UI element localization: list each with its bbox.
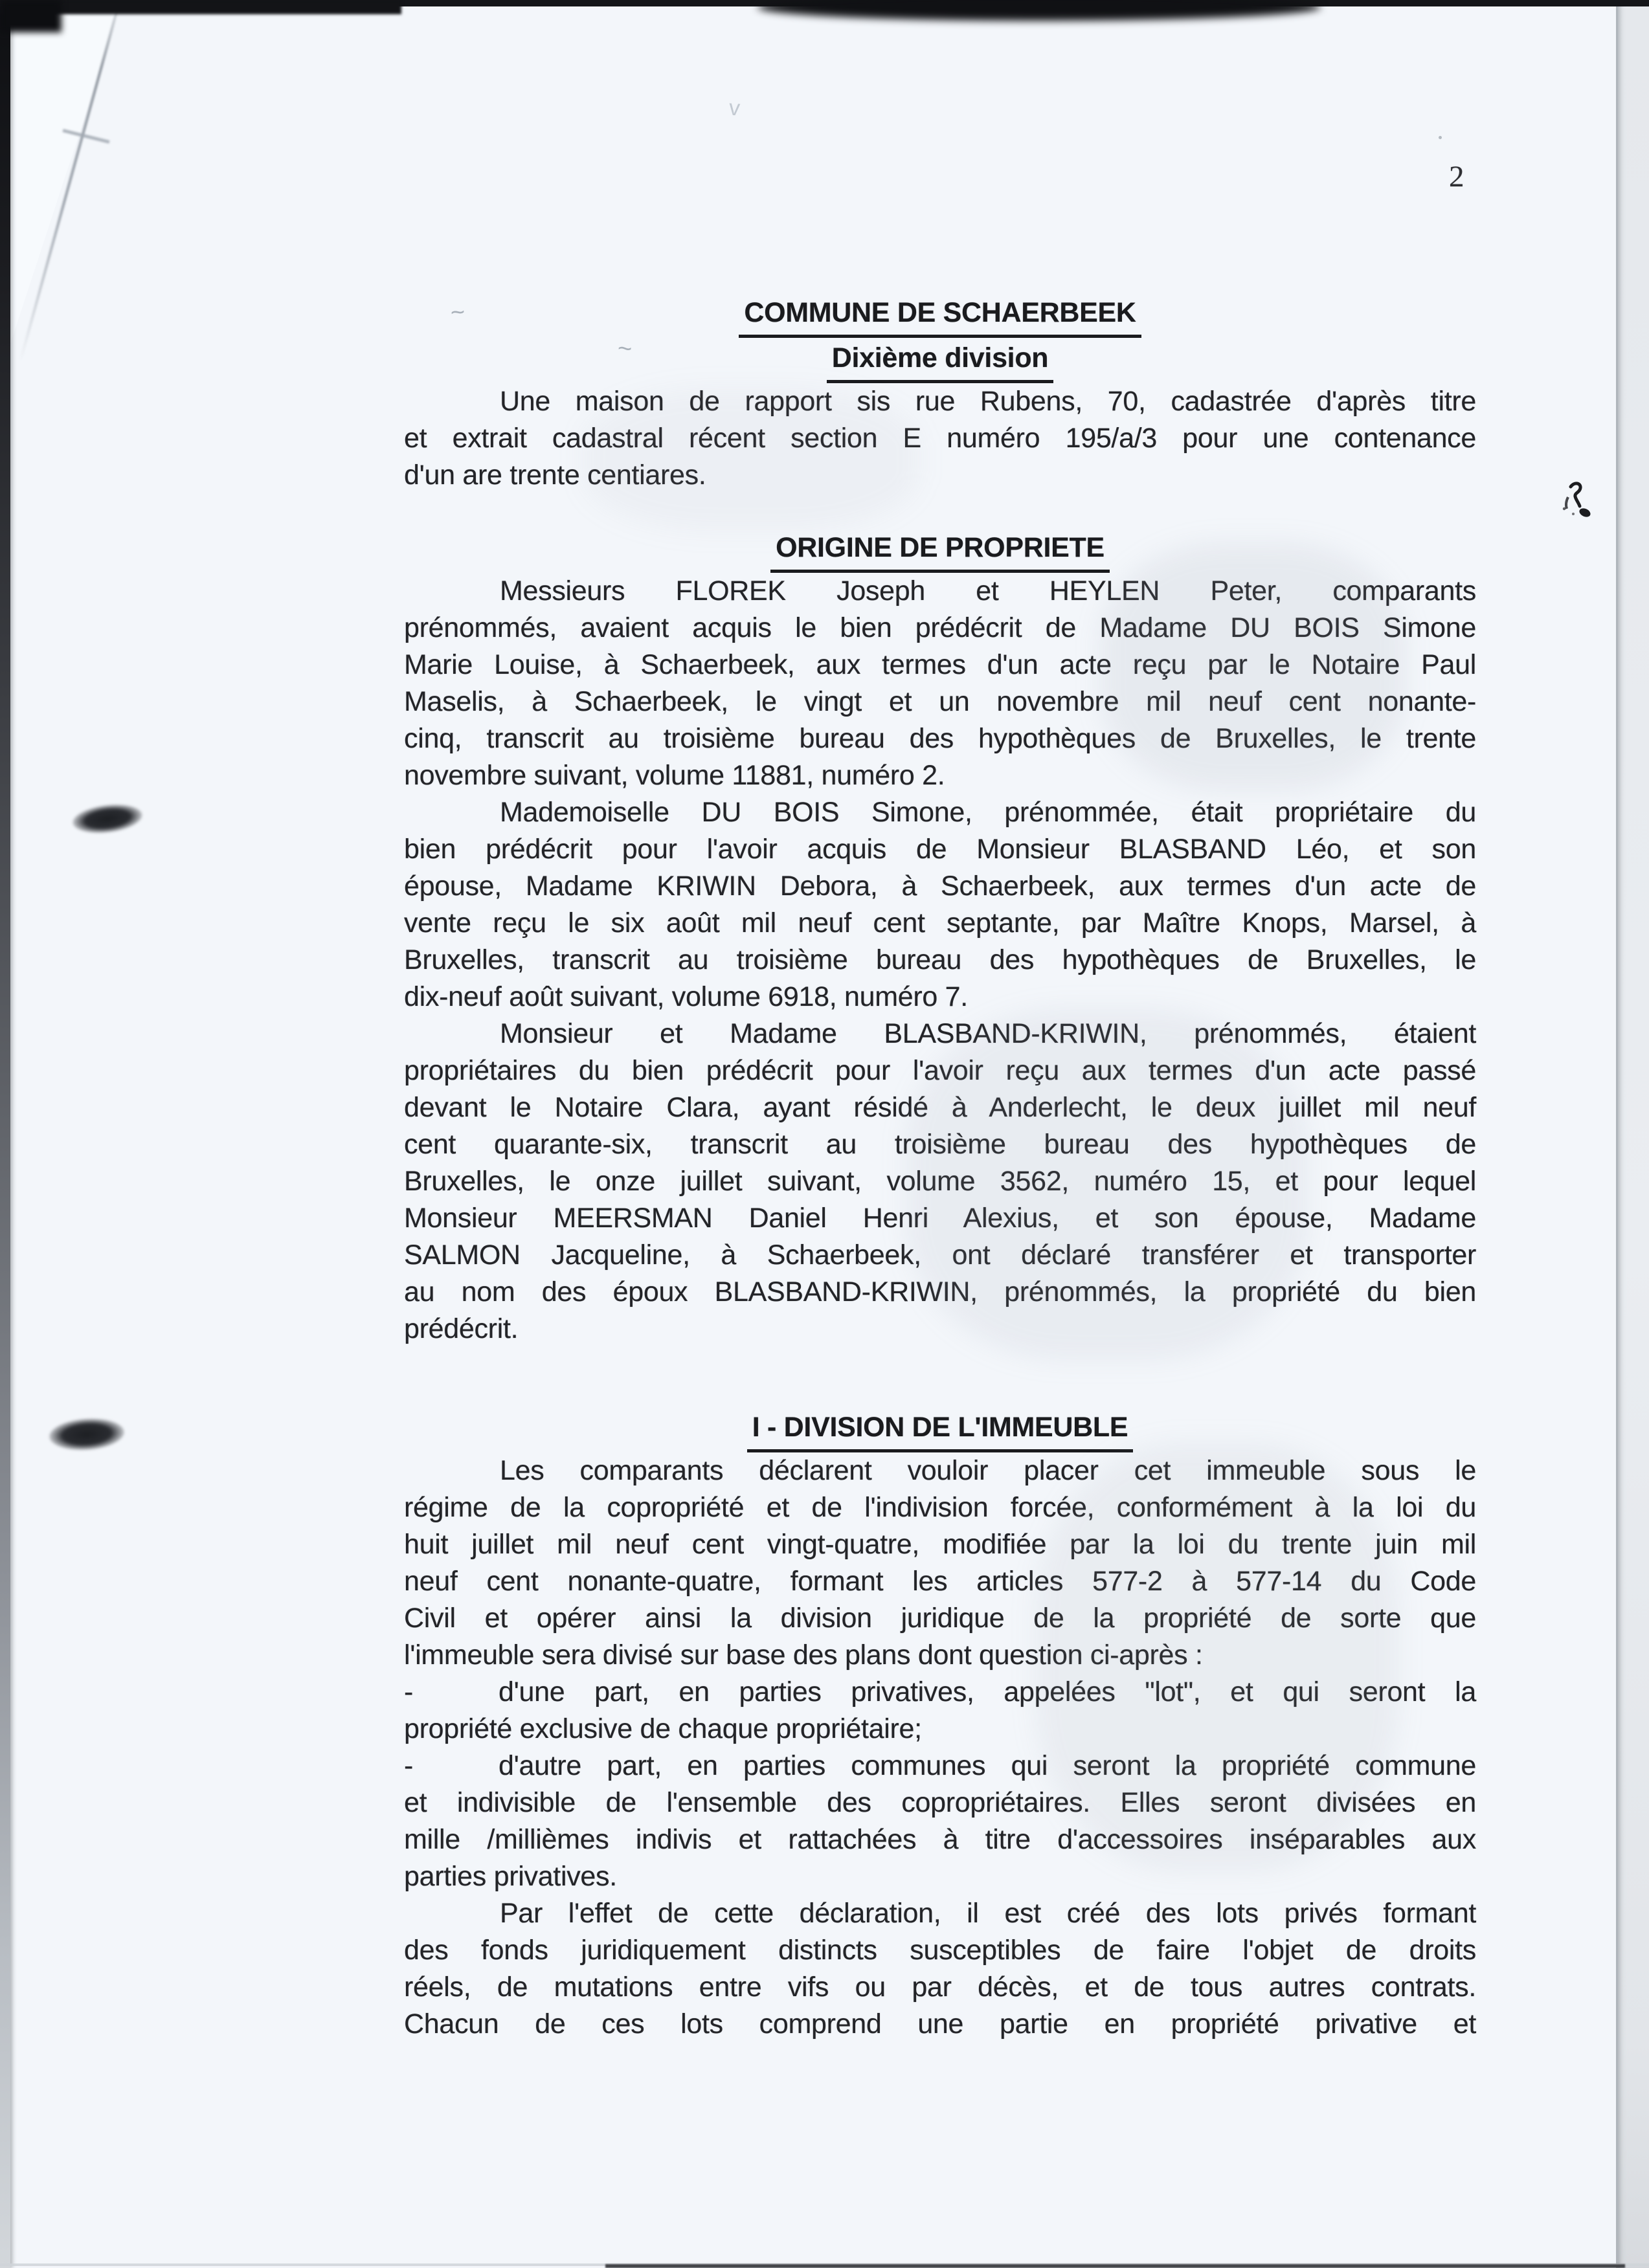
p-florek-heylen	[404, 573, 1476, 794]
p-blasband-kriwin	[404, 1016, 1476, 1348]
text-line: mille /millièmes indivis et rattachées à titre d'accessoires inséparables aux	[404, 1824, 1476, 1855]
list-item-text: d'une part, en parties privatives, appelées "lot", et qui seront la	[499, 1676, 1476, 1707]
p-maison	[404, 383, 1476, 494]
text-line: parties privatives.	[404, 1861, 617, 1892]
text-line: novembre suivant, volume 11881, numéro 2.	[404, 760, 945, 791]
scan-bottom-edge	[0, 2263, 1649, 2266]
smudge-mark: ~	[449, 298, 467, 328]
h-origine	[404, 528, 1476, 573]
text-line: Messieurs FLOREK Joseph et HEYLEN Peter, comparants	[500, 575, 1476, 606]
text-line: Monsieur MEERSMAN Daniel Henri Alexius, et son épouse, Madame	[404, 1203, 1476, 1234]
text-line: et extrait cadastral récent section E numéro 195/a/3 pour une contenance	[404, 423, 1476, 454]
text-line: d'un are trente centiares.	[404, 460, 706, 491]
text-line: Par l'effet de cette déclaration, il est créé des lots privés formant	[500, 1898, 1476, 1929]
text-line: vente reçu le six août mil neuf cent septante, par Maître Knops, Marsel, à	[404, 907, 1476, 939]
text-line: huit juillet mil neuf cent vingt-quatre, modifiée par la loi du trente juin mil	[404, 1529, 1476, 1560]
scan-bottom-shadow	[605, 2264, 1625, 2268]
document-content	[404, 293, 1476, 2043]
p-lots-prives	[404, 1895, 1476, 2043]
text-line: SALMON Jacqueline, à Schaerbeek, ont déclaré transférer et transporter	[404, 1240, 1476, 1271]
h-commune-label: COMMUNE DE SCHAERBEEK	[739, 293, 1141, 338]
scan-left-edge	[0, 0, 10, 2268]
text-line: Chacun de ces lots comprend une partie en propriété privative et	[404, 2008, 1476, 2040]
list-item-text: d'autre part, en parties communes qui seront la propriété commune	[499, 1750, 1476, 1781]
text-line: propriétaires du bien prédécrit pour l'avoir reçu aux termes d'un acte passé	[404, 1055, 1476, 1086]
text-line: Mademoiselle DU BOIS Simone, prénommée, était propriétaire du	[500, 797, 1476, 828]
hole-punch-top	[71, 801, 144, 837]
text-line: cinq, transcrit au troisième bureau des hypothèques de Bruxelles, le trente	[404, 723, 1476, 754]
text-line: neuf cent nonante-quatre, formant les articles 577-2 à 577-14 du Code	[404, 1566, 1476, 1597]
page-number: 2	[1449, 160, 1464, 194]
h-dixieme	[404, 338, 1476, 383]
list-dash: -	[404, 1676, 414, 1707]
text-line: Maselis, à Schaerbeek, le vingt et un novembre mil neuf cent nonante-	[404, 686, 1476, 717]
text-line: prénommés, avaient acquis le bien prédécrit de Madame DU BOIS Simone	[404, 612, 1476, 643]
li-parties-communes	[404, 1748, 1476, 1895]
text-line: au nom des époux BLASBAND-KRIWIN, prénommés, la propriété du bien	[404, 1276, 1476, 1307]
h-dixieme-label: Dixième division	[827, 338, 1054, 383]
ink-scribble-mark	[1555, 480, 1600, 524]
smudge-mark: ~	[616, 335, 633, 363]
speck-mark	[1439, 136, 1442, 139]
text-line: épouse, Madame KRIWIN Debora, à Schaerbeek, aux termes d'un acte de	[404, 871, 1476, 902]
pencil-check-mark: v	[728, 95, 741, 121]
text-line: des fonds juridiquement distincts susceptibles de faire l'objet de droits	[404, 1935, 1476, 1966]
text-line: Une maison de rapport sis rue Rubens, 70, cadastrée d'après titre	[500, 386, 1476, 417]
text-line: Les comparants déclarent vouloir placer cet immeuble sous le	[500, 1455, 1476, 1486]
scan-top-edge-smudge	[757, 0, 1321, 21]
hole-punch-bottom	[48, 1416, 125, 1452]
text-line: l'immeuble sera divisé sur base des plans dont question ci-après :	[404, 1640, 1203, 1671]
text-line: Civil et opérer ainsi la division juridique de la propriété de sorte que	[404, 1603, 1476, 1634]
text-line: bien prédécrit pour l'avoir acquis de Monsieur BLASBAND Léo, et son	[404, 834, 1476, 865]
ink-scribble-icon	[1555, 480, 1600, 520]
text-line: et indivisible de l'ensemble des copropriétaires. Elles seront divisées en	[404, 1787, 1476, 1818]
h-immeuble	[404, 1407, 1476, 1452]
text-line	[404, 1748, 1476, 1784]
scan-corner-shadow	[0, 0, 62, 32]
scan-top-left-band	[0, 0, 401, 14]
text-line	[404, 1674, 1476, 1711]
li-parties-privatives	[404, 1674, 1476, 1748]
folded-corner-highlight	[0, 0, 129, 375]
fold-crease-line	[19, 3, 120, 361]
text-line: régime de la copropriété et de l'indivision forcée, conformément à la loi du	[404, 1492, 1476, 1523]
text-line: prédécrit.	[404, 1313, 519, 1344]
text-line: propriété exclusive de chaque propriétaire;	[404, 1713, 922, 1744]
h-origine-label: ORIGINE DE PROPRIETE	[770, 528, 1110, 573]
list-dash: -	[404, 1750, 414, 1781]
text-line: cent quarante-six, transcrit au troisième bureau des hypothèques de	[404, 1129, 1476, 1160]
p-comparants	[404, 1452, 1476, 1674]
text-line: devant le Notaire Clara, ayant résidé à Anderlecht, le deux juillet mil neuf	[404, 1092, 1476, 1123]
text-line: Monsieur et Madame BLASBAND-KRIWIN, prénommés, étaient	[500, 1018, 1476, 1049]
h-commune	[404, 293, 1476, 338]
scan-top-edge	[0, 0, 1649, 6]
text-line: réels, de mutations entre vifs ou par décès, et de tous autres contrats.	[404, 1972, 1476, 2003]
fold-crease-notch	[62, 129, 109, 144]
text-line: Marie Louise, à Schaerbeek, aux termes d'un acte reçu par le Notaire Paul	[404, 649, 1476, 680]
p-dubois	[404, 794, 1476, 1016]
text-line: Bruxelles, le onze juillet suivant, volume 3562, numéro 15, et pour lequel	[404, 1166, 1476, 1197]
h-immeuble-label: I - DIVISION DE L'IMMEUBLE	[747, 1407, 1134, 1452]
paper-right-edge	[1616, 0, 1649, 2268]
text-line: dix-neuf août suivant, volume 6918, numéro 7.	[404, 981, 968, 1012]
text-line: Bruxelles, transcrit au troisième bureau des hypothèques de Bruxelles, le	[404, 944, 1476, 975]
